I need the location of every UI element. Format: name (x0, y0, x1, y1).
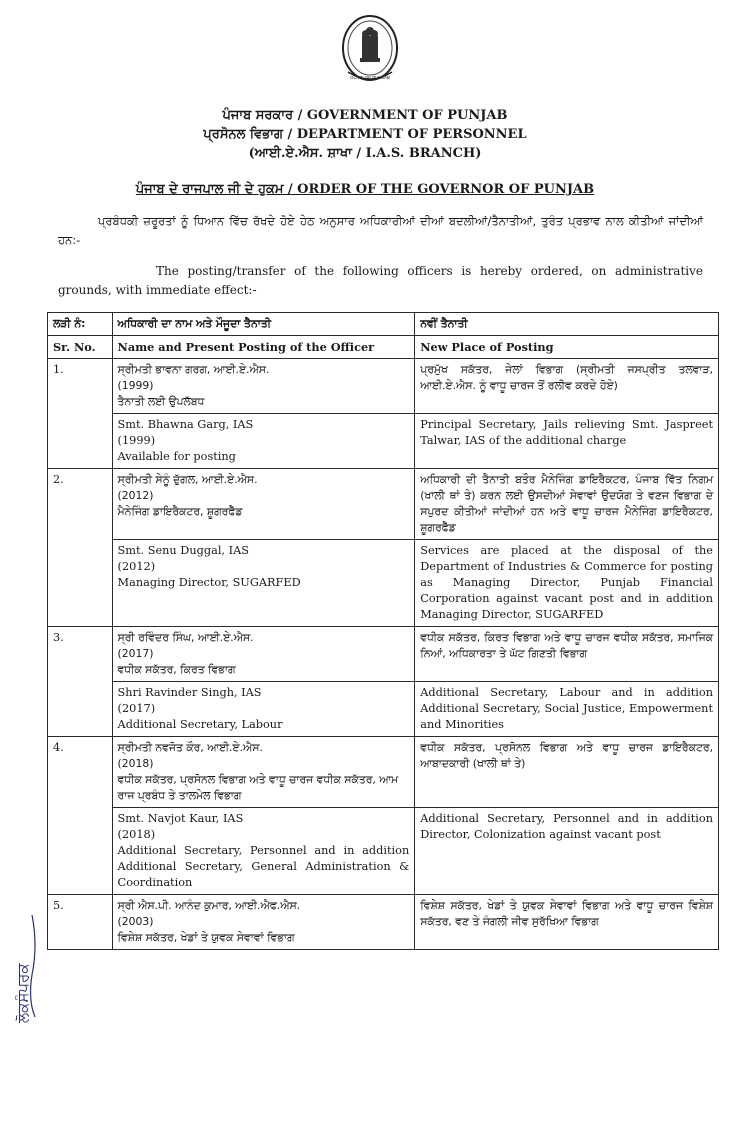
officer-posting-en: Additional Secretary, Labour (117, 718, 283, 731)
new-posting-pa: ਵਧੀਕ ਸਕੱਤਰ, ਕਿਰਤ ਵਿਭਾਗ ਅਤੇ ਵਾਧੂ ਚਾਰਜ ਵਧੀਕ ਸਕੱਤਰ, ਸਮਾਜਿਕ ਨਿਆਂ, ਅਧਿਕਾਰਤਾ ਤੇ ਘੱਟ ਗਿਣਤੀ ਵਿਭਾਗ (415, 627, 719, 682)
serial-number: 3. (48, 627, 113, 737)
table-row (48, 540, 719, 627)
officer-batch-pa: (2003) (117, 915, 154, 928)
header-name-en: Name and Present Posting of the Officer (112, 336, 415, 359)
officer-name-pa: ਸ੍ਰੀਮਤੀ ਭਾਵਨਾ ਗਰਗ, ਆਈ.ਏ.ਐਸ. (117, 363, 270, 376)
officer-posting-pa: ਵਧੀਕ ਸਕੱਤਰ, ਪ੍ਰਸੋਨਲ ਵਿਭਾਗ ਅਤੇ ਵਾਧੂ ਚਾਰਜ ਵਧੀਕ ਸਕੱਤਰ, ਆਮ ਰਾਜ ਪ੍ਰਬੰਧ ਤੇ ਤਾਲਮੇਲ ਵਿਭਾਗ (117, 773, 399, 802)
header-name-pa: ਅਧਿਕਾਰੀ ਦਾ ਨਾਮ ਅਤੇ ਮੌਜੂਦਾ ਤੈਨਾਤੀ (112, 313, 415, 336)
header-new-en: New Place of Posting (415, 336, 719, 359)
officer-batch-pa: (2018) (117, 757, 154, 770)
officer-name-en: Shri Ravinder Singh, IAS (117, 686, 262, 699)
serial-number: 5. (48, 895, 113, 950)
officer-batch-pa: (2017) (117, 647, 154, 660)
officer-pa (112, 737, 415, 808)
header-line-3: (ਆਈ.ਏ.ਐਸ. ਸ਼ਾਖਾ / I.A.S. BRANCH) (248, 146, 482, 161)
officer-posting-pa: ਤੈਨਾਤੀ ਲਈ ਉਪਲੱਬਧ (117, 395, 205, 408)
table-row (48, 627, 719, 682)
new-posting-pa: ਪ੍ਰਮੁੱਖ ਸਕੱਤਰ, ਜੇਲਾਂ ਵਿਭਾਗ (ਸ੍ਰੀਮਤੀ ਜਸਪ੍ਰੀਤ ਤਲਵਾੜ, ਆਈ.ਏ.ਐਸ. ਨੂੰ ਵਾਧੂ ਚਾਰਜ ਤੋਂ ਰਲੀਵ ਕਰਦੇ ਹੋਏ) (415, 359, 719, 414)
officer-pa (112, 469, 415, 540)
serial-number: 2. (48, 469, 113, 627)
officer-name-pa: ਸ੍ਰੀਮਤੀ ਸੇਨੂੰ ਦੁੱਗਲ, ਆਈ.ਏ.ਐਸ. (117, 473, 258, 486)
table-row (48, 682, 719, 737)
header-line-1: ਪੰਜਾਬ ਸਰਕਾਰ / GOVERNMENT OF PUNJAB (222, 108, 508, 123)
officer-pa (112, 895, 415, 950)
order-title: ਪੰਜਾਬ ਦੇ ਰਾਜਪਾਲ ਜੀ ਦੇ ਹੁਕਮ / ORDER OF THE GOVERNOR OF PUNJAB (135, 182, 595, 197)
table-header-row-pa (48, 313, 719, 336)
officer-name-pa: ਸ੍ਰੀਮਤੀ ਨਵਜੋਤ ਕੌਰ, ਆਈ.ਏ.ਐਸ. (117, 741, 263, 754)
officer-batch-pa: (2012) (117, 489, 154, 502)
intro-english: The posting/transfer of the following officers is hereby ordered, on administrative grounds, with immediate effect:- (58, 264, 703, 297)
intro-punjabi: ਪ੍ਰਬੰਧਕੀ ਜ਼ਰੂਰਤਾਂ ਨੂੰ ਧਿਆਨ ਵਿੱਚ ਰੱਖਦੇ ਹੋਏ ਹੇਠ ਅਨੁਸਾਰ ਅਧਿਕਾਰੀਆਂ ਦੀਆਂ ਬਦਲੀਆਂ/ਤੈਨਾਤੀਆਂ, ਤੁਰੰਤ ਪ੍ਰਭਾਵ ਨਾਲ ਕੀਤੀਆਂ ਜਾਂਦੀਆਂ ਹਨ:- (58, 214, 703, 247)
handwritten-note (2, 905, 42, 1025)
officer-batch-en: (2018) (117, 828, 156, 841)
officer-pa (112, 359, 415, 414)
table-row (48, 469, 719, 540)
officer-batch-en: (1999) (117, 434, 156, 447)
new-posting-en: Additional Secretary, Labour and in addition Additional Secretary, Social Justice, Empowerment and Minorities (415, 682, 719, 737)
new-posting-en: Additional Secretary, Personnel and in addition Director, Colonization against vacant post (415, 808, 719, 895)
officer-en (112, 540, 415, 627)
officer-posting-en: Managing Director, SUGARFED (117, 576, 301, 589)
officer-posting-pa: ਵਿਸ਼ੇਸ਼ ਸਕੱਤਰ, ਖੇਡਾਂ ਤੇ ਯੁਵਕ ਸੇਵਾਵਾਂ ਵਿਭਾਗ (117, 931, 295, 944)
officer-batch-en: (2017) (117, 702, 156, 715)
header-sr-pa: ਲੜੀ ਨੰ: (48, 313, 113, 336)
serial-number: 4. (48, 737, 113, 895)
table-row (48, 359, 719, 414)
new-posting-pa: ਵਧੀਕ ਸਕੱਤਰ, ਪ੍ਰਸੋਨਲ ਵਿਭਾਗ ਅਤੇ ਵਾਧੂ ਚਾਰਜ ਡਾਇਰੈਕਟਰ, ਆਬਾਦਕਾਰੀ (ਖਾਲੀ ਥਾਂ ਤੇ) (415, 737, 719, 808)
officer-batch-pa: (1999) (117, 379, 154, 392)
new-posting-pa: ਵਿਸ਼ੇਸ਼ ਸਕੱਤਰ, ਖੇਡਾਂ ਤੇ ਯੁਵਕ ਸੇਵਾਵਾਂ ਵਿਭਾਗ ਅਤੇ ਵਾਧੂ ਚਾਰਜ ਵਿਸ਼ੇਸ਼ ਸਕੱਤਰ, ਵਣ ਤੇ ਜੰਗਲੀ ਜੀਵ ਸੁਰੱਖਿਆ ਵਿਭਾਗ (415, 895, 719, 950)
side-note-text: ਲੋਕਸੰਪਰਕ (14, 963, 32, 1023)
officer-en (112, 414, 415, 469)
table-row (48, 414, 719, 469)
new-posting-pa: ਅਧਿਕਾਰੀ ਦੀ ਤੈਨਾਤੀ ਬਤੌਰ ਮੈਨੇਜਿੰਗ ਡਾਇਰੈਕਟਰ, ਪੰਜਾਬ ਵਿੱਤ ਨਿਗਮ (ਖਾਲੀ ਥਾਂ ਤੇ) ਕਰਨ ਲਈ ਉਸਦੀਆਂ ਸੇਵਾਵਾਂ ਉਦਯੋਗ ਤੇ ਵਣਜ ਵਿਭਾਗ ਦੇ ਸਪੁਰਦ ਕੀਤੀਆਂ ਜਾਂਦੀਆਂ ਹਨ ਅਤੇ ਵਾਧੂ ਚਾਰਜ ਮੈਨੇਜਿੰਗ ਡਾਇਰੈਕਟਰ, ਸ਼ੂਗਰਫੈੱਡ (415, 469, 719, 540)
officer-posting-pa: ਵਧੀਕ ਸਕੱਤਰ, ਕਿਰਤ ਵਿਭਾਗ (117, 663, 236, 676)
header-line-2: ਪ੍ਰਸੋਨਲ ਵਿਭਾਗ / DEPARTMENT OF PERSONNEL (203, 127, 527, 142)
new-posting-en: Principal Secretary, Jails relieving Smt. Jaspreet Talwar, IAS of the additional charge (415, 414, 719, 469)
officer-en (112, 682, 415, 737)
officer-name-en: Smt. Navjot Kaur, IAS (117, 812, 244, 825)
new-posting-en: Services are placed at the disposal of the Department of Industries & Commerce for posting as Managing Director, Punjab Financial Corporation against vacant post and in addition Managing Director, SUGARFED (415, 540, 719, 627)
officer-posting-en: Available for posting (117, 450, 236, 463)
table-header-row-en (48, 336, 719, 359)
officer-name-pa: ਸ੍ਰੀ ਰਵਿੰਦਰ ਸਿੰਘ, ਆਈ.ਏ.ਐਸ. (117, 631, 254, 644)
header-sr-en: Sr. No. (48, 336, 113, 359)
officer-batch-en: (2012) (117, 560, 156, 573)
officer-posting-pa: ਮੈਨੇਜਿੰਗ ਡਾਇਰੈਕਟਰ, ਸ਼ੂਗਰਫੈੱਡ (117, 505, 243, 518)
emblem-text: GOVT. OF PUNJAB (349, 75, 391, 80)
emblem-icon (340, 14, 400, 88)
officer-name-en: Smt. Bhawna Garg, IAS (117, 418, 254, 431)
header-new-pa: ਨਵੀਂ ਤੈਨਾਤੀ (415, 313, 719, 336)
table-row (48, 808, 719, 895)
officer-name-en: Smt. Senu Duggal, IAS (117, 544, 249, 557)
table-row (48, 737, 719, 808)
officer-name-pa: ਸ੍ਰੀ ਐਸ.ਪੀ. ਆਨੰਦ ਕੁਮਾਰ, ਆਈ.ਐਫ.ਐਸ. (117, 899, 301, 912)
posting-table (47, 312, 719, 950)
officer-pa (112, 627, 415, 682)
table-row (48, 895, 719, 950)
serial-number: 1. (48, 359, 113, 469)
officer-posting-en: Additional Secretary, Personnel and in addition Additional Secretary, General Administration & Coordination (117, 844, 410, 889)
officer-en (112, 808, 415, 895)
